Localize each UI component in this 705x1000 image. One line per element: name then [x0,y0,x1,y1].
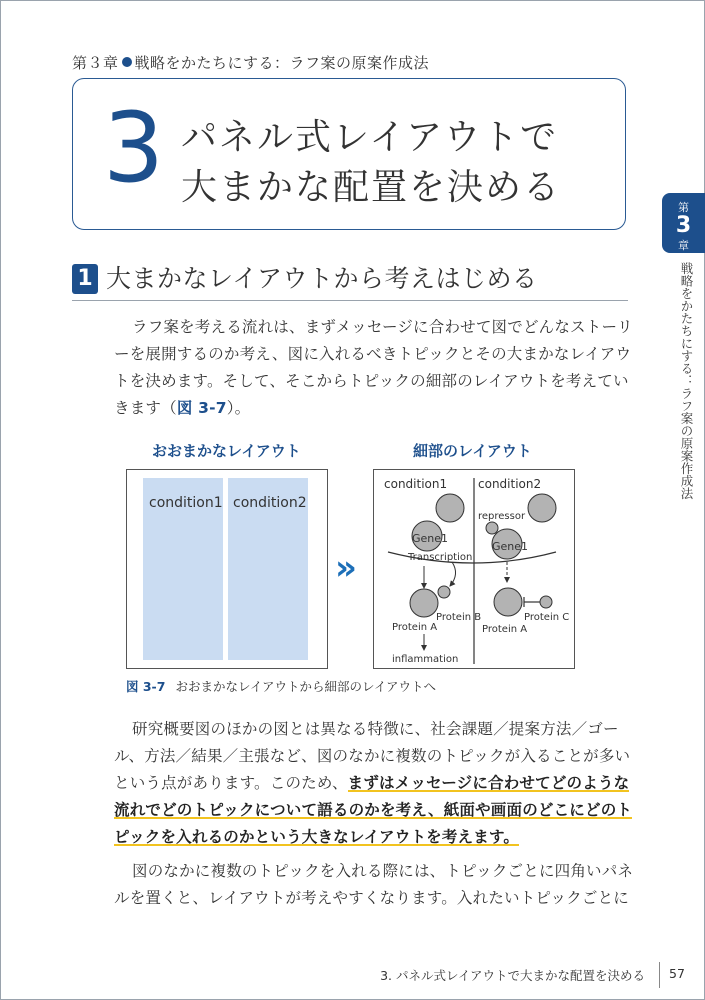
chapter-header-text: 戦略をかたちにする：ラフ案の原案作成法 [134,54,430,72]
bullet-dot-icon [122,57,132,67]
title-number: 3 [103,92,165,204]
figure-reference: 図 3-7 [176,399,227,417]
node-circle [528,494,556,522]
protein-c-node [540,596,552,608]
figure-caption [126,677,436,695]
rough-column-1 [143,478,223,660]
title-line-1: パネル式レイアウトで [181,117,559,158]
paragraph-1-text: ラフ案を考える流れは、まずメッセージに合わせて図でどんなストーリーを展開するのか考え、図に入れるべきトピックとその大まかなレイアウトを決めます。そして、そこからトピックの細部のレイアウトを考えていきます（ [114,318,633,417]
chapter-prefix: 第３章 [72,54,119,72]
rough-column-2-label: condition2 [233,495,307,511]
section-heading [72,262,628,301]
detailed-layout-panel [373,469,575,669]
page-number: 57 [669,966,685,981]
protein-b-label: Protein B [436,612,482,623]
paragraph-2-text: 研究概要図のほかの図とは異なる特徴に、社会課題／提案方法／ゴール、方法／結果／主張など、図のなかに複数のトピックが入ることが多いという点があります。このため、 [114,720,631,792]
section-title: 大まかなレイアウトから考えはじめる [106,264,538,293]
highlighted-text: まずはメッセージに合わせてどのような流れでどのトピックについて語るのかを考え、紙面や画面のどこにどのトピックを入れるのかという大きなレイアウトを考えます。 [114,774,633,846]
caption-number: 図 3-7 [126,679,166,694]
transcription-label: Transcription [408,552,473,563]
section-number: 1 [72,264,98,294]
title-box [72,78,626,230]
detail-col1-label: condition1 [384,477,448,491]
double-chevron-right-icon: » [335,548,357,588]
side-tab-number: 3 [675,213,692,238]
chapter-header [72,52,429,73]
gene1-left-label: Gene1 [412,532,449,545]
detailed-layout-diagram [374,470,574,668]
footer-divider [659,962,660,988]
rough-layout-panel [126,469,328,669]
paragraph-1 [114,314,634,422]
protein-a-right-label: Protein A [482,624,528,635]
protein-b-node [438,586,450,598]
chapter-side-tab [662,193,705,253]
title-line-2: 大まかな配置を決める [181,167,562,208]
rough-column-2 [228,478,308,660]
side-tab-label: 第 [678,201,689,214]
footer-title: 3. パネル式レイアウトで大まかな配置を決める [380,968,645,983]
node-circle [436,494,464,522]
arrow-icon [450,562,456,586]
figure-right-label: 細部のレイアウト [413,442,532,460]
protein-a-right-node [494,588,522,616]
side-tab-text: 戦略をかたちにする：ラフ案の原案作成法 [679,262,694,500]
gene1-right-label: Gene1 [492,540,529,553]
figure-left-label: おおまかなレイアウト [152,442,301,460]
protein-c-label: Protein C [524,612,570,623]
inflammation-label: inflammation [392,654,459,665]
detail-col2-label: condition2 [478,477,542,491]
rough-column-1-label: condition1 [149,495,223,511]
repressor-label: repressor [478,511,526,522]
side-tab-suffix: 章 [678,239,689,252]
paragraph-1-end: ）。 [226,399,251,417]
repressor-node [486,522,498,534]
protein-a-left-label: Protein A [392,622,438,633]
paragraph-2 [114,716,634,851]
page-footer [0,962,705,988]
protein-a-left-node [410,589,438,617]
paragraph-3: 図のなかに複数のトピックを入れる際には、トピックごとに四角いパネルを置くと、レイアウトが考えやすくなります。入れたいトピックごとに [114,862,634,907]
caption-text: おおまかなレイアウトから細部のレイアウトへ [175,679,436,694]
